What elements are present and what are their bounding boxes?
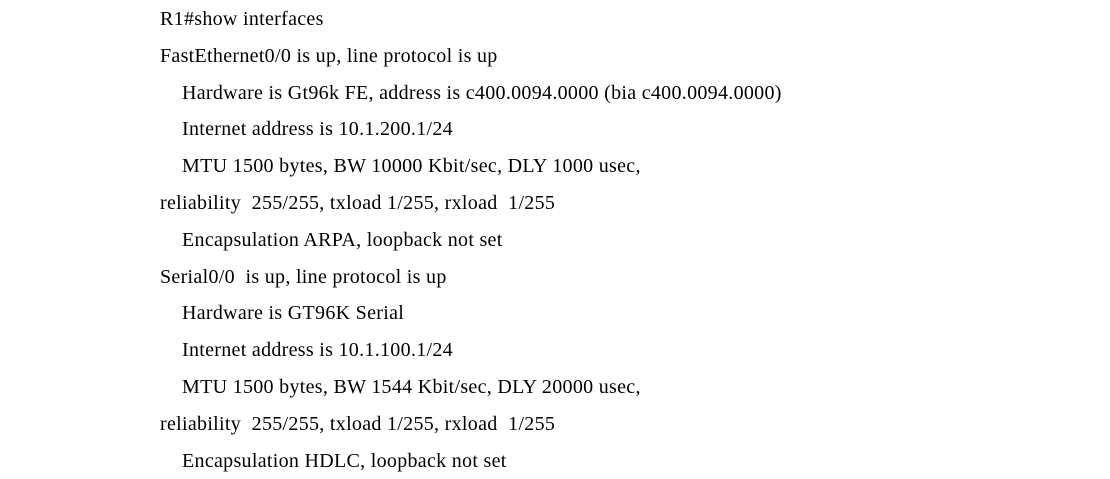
console-line: FastEthernet0/0 is up, line protocol is up [160, 44, 498, 67]
console-output [160, 1, 1100, 479]
console-line: Hardware is GT96K Serial [182, 302, 405, 325]
console-line: Encapsulation HDLC, loopback not set [182, 449, 507, 472]
console-line: Internet address is 10.1.200.1/24 [182, 118, 453, 141]
console-line: reliability 255/255, txload 1/255, rxload 1/255 [160, 412, 556, 435]
console-line: Internet address is 10.1.100.1/24 [182, 339, 453, 362]
console-line: R1#show interfaces [160, 8, 324, 30]
console-line: MTU 1500 bytes, BW 1544 Kbit/sec, DLY 20000 usec, [182, 375, 641, 398]
console-line: Encapsulation ARPA, loopback not set [182, 228, 503, 251]
console-line: reliability 255/255, txload 1/255, rxload 1/255 [160, 191, 556, 214]
console-line: Serial0/0 is up, line protocol is up [160, 265, 447, 288]
console-line: MTU 1500 bytes, BW 10000 Kbit/sec, DLY 1000 usec, [182, 155, 641, 178]
console-line: Hardware is Gt96k FE, address is c400.0094.0000 (bia c400.0094.0000) [182, 81, 782, 104]
